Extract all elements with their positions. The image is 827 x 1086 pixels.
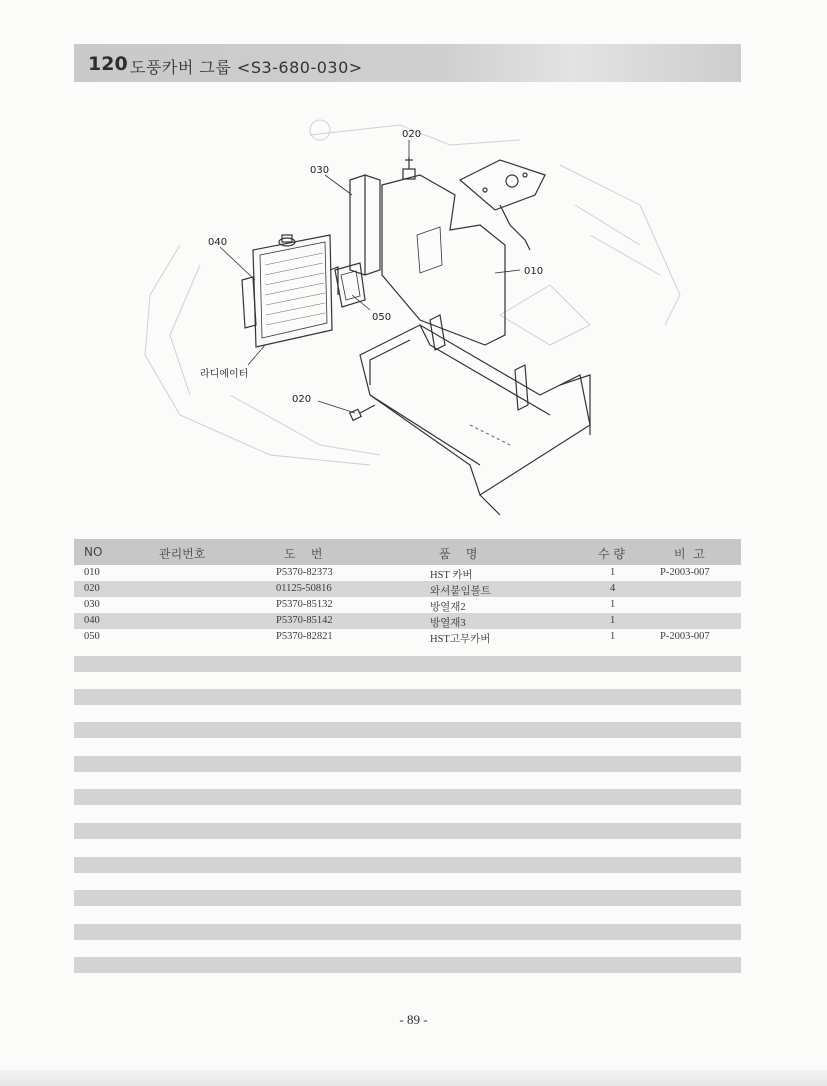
callout-020-bottom: 020 [292, 394, 312, 405]
col-name-header: 품 명 [439, 547, 478, 561]
radiator-part [242, 235, 338, 347]
section-title: 도풍카버 그룹 <S3-680-030> [130, 58, 363, 77]
table-row [74, 597, 741, 613]
table-row [74, 581, 741, 597]
callout-010: 010 [524, 266, 544, 277]
chassis-frame-part [360, 315, 590, 515]
row-drawing-no: 01125-50816 [276, 583, 332, 594]
radiator-label: 라디에이터 [200, 369, 249, 380]
row-qty: 1 [610, 599, 616, 610]
callout-020-top: 020 [402, 129, 422, 140]
row-part-name: 와셔붙임볼트 [430, 586, 491, 597]
row-note: P-2003-007 [660, 631, 710, 642]
callout-030: 030 [310, 165, 330, 176]
row-qty: 1 [610, 615, 616, 626]
section-number: 120 [88, 53, 128, 75]
row-no: 020 [84, 583, 100, 594]
row-part-name: 방열재3 [430, 618, 466, 629]
row-no: 010 [84, 567, 100, 578]
row-no: 030 [84, 599, 100, 610]
row-qty: 1 [610, 567, 616, 578]
row-drawing-no: P5370-85132 [276, 599, 333, 610]
row-no: 040 [84, 615, 100, 626]
col-qty-header: 수 량 [598, 547, 625, 561]
row-qty: 1 [610, 631, 616, 642]
table-row [74, 565, 741, 581]
scan-bottom-edge [0, 1070, 827, 1086]
row-drawing-no: P5370-82373 [276, 567, 333, 578]
table-row [74, 629, 741, 645]
page-number: - 89 - [399, 1012, 428, 1027]
row-part-name: 방열재2 [430, 602, 466, 613]
hst-cover-010-part [382, 175, 505, 345]
row-no: 050 [84, 631, 100, 642]
row-drawing-no: P5370-82821 [276, 631, 333, 642]
row-qty: 4 [610, 583, 616, 594]
callout-050: 050 [372, 312, 392, 323]
row-drawing-no: P5370-85142 [276, 615, 333, 626]
col-drawing-header: 도 번 [284, 547, 323, 561]
col-ref-header: 관리번호 [159, 547, 206, 561]
col-note-header: 비 고 [674, 547, 705, 561]
callout-040: 040 [208, 237, 228, 248]
section-title-bar [74, 44, 741, 82]
insulator-030-part [350, 175, 380, 275]
row-part-name: HST 카버 [430, 570, 473, 581]
parts-table-header [74, 539, 741, 565]
bolt-020-top-part [403, 157, 415, 179]
parts-table [74, 539, 741, 645]
hst-plate-part [460, 160, 545, 250]
row-part-name: HST고무카버 [430, 634, 491, 645]
exploded-parts-diagram [120, 95, 720, 525]
col-no-header: NO [84, 545, 103, 559]
table-row [74, 613, 741, 629]
row-note: P-2003-007 [660, 567, 710, 578]
